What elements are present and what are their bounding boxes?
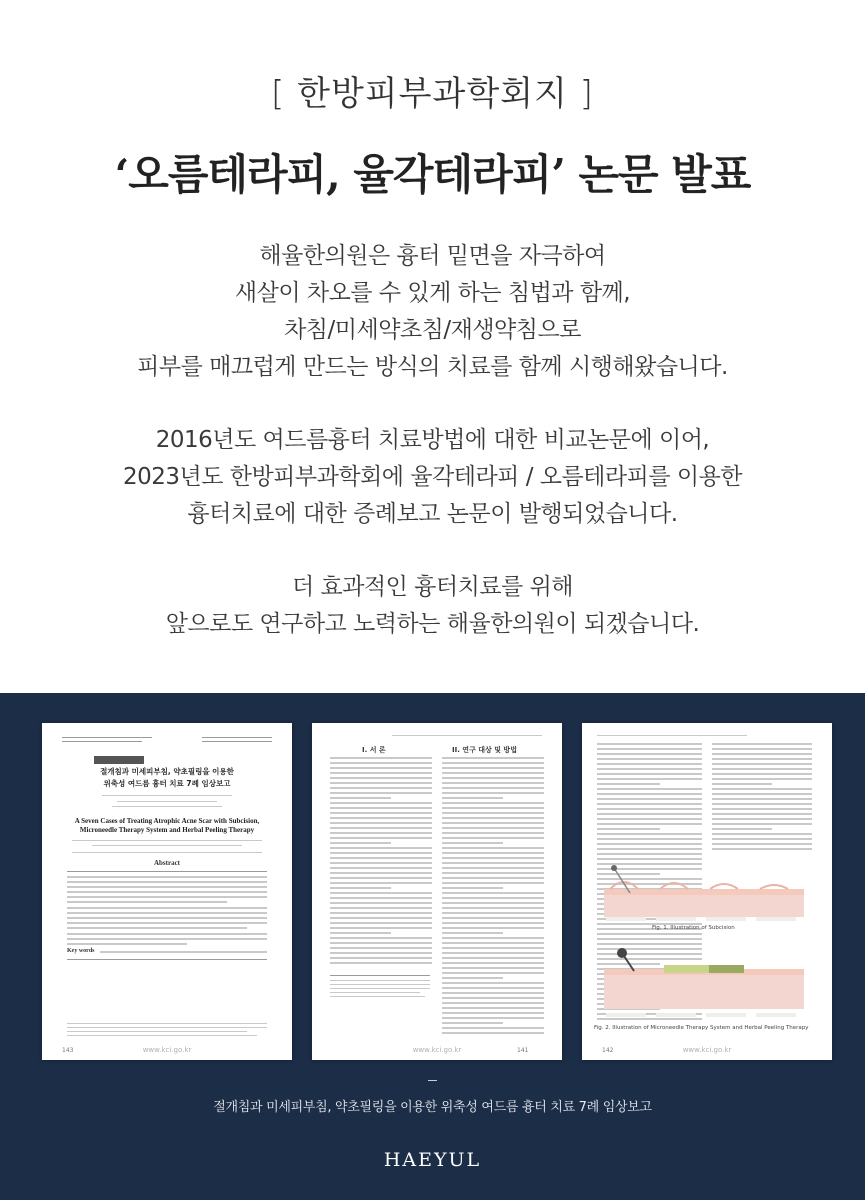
case-report-badge: [94, 756, 144, 764]
body-text-line: [330, 857, 432, 859]
body-text-line: [712, 823, 812, 825]
body-text-line: [330, 852, 432, 854]
body-text-line: [712, 768, 812, 770]
page-title: ‘오름테라피, 율각테라피’ 논문 발표: [114, 150, 751, 199]
body-text-line: [597, 743, 702, 745]
body-text-line: [442, 882, 544, 884]
abstract-text-line: [67, 943, 187, 945]
body-text-line: [442, 857, 544, 859]
page-number: 141: [517, 1047, 529, 1054]
body-text-line: [712, 843, 812, 845]
kci-watermark: www.kci.go.kr: [142, 1046, 192, 1054]
abstract-heading: Abstract: [153, 859, 181, 867]
abstract-text-line: [67, 933, 267, 935]
body-text-line: [330, 902, 432, 904]
body-text-line: [330, 872, 432, 874]
body-text-line: [712, 813, 812, 815]
body-text-line: [330, 817, 432, 819]
body-text-line: [330, 822, 432, 824]
body-text-line: [442, 862, 544, 864]
body-text-line: [442, 852, 544, 854]
body-text-line: [712, 848, 812, 850]
footnote-line: [67, 1023, 267, 1024]
body-text-line: [442, 827, 544, 829]
body-text-line: [442, 1022, 503, 1024]
body-text-line: [442, 847, 544, 849]
body-text-line: [442, 962, 544, 964]
body-text-line: [442, 1027, 544, 1029]
body-text-line: [597, 848, 702, 850]
body-text-line: [712, 793, 812, 795]
body-text-line: [597, 838, 702, 840]
footnote-line: [330, 992, 420, 993]
body-text-line: [330, 862, 432, 864]
body-text-line: [442, 952, 544, 954]
caption-divider: [428, 1080, 437, 1081]
journal-label: [ 한방피부과학회지 ]: [271, 74, 594, 114]
paper-page-3: [582, 723, 832, 1060]
body-text-line: [597, 798, 702, 800]
rule: [67, 871, 267, 872]
paper-showcase: [0, 693, 865, 1200]
body-text-line: [597, 783, 660, 785]
body-text-line: [442, 817, 544, 819]
body-text-line: [597, 858, 702, 860]
body-text-line: [712, 833, 812, 835]
body-text-line: [442, 832, 544, 834]
body-text-line: [442, 872, 544, 874]
body-text-line: [442, 1002, 544, 1004]
body-text-line: [330, 812, 432, 814]
body-text-line: [330, 782, 432, 784]
body-text-line: [330, 922, 432, 924]
header-text-line: [202, 737, 272, 738]
paper-caption: 절개침과 미세피부침, 약초필링을 이용한 위축성 여드름 흉터 치료 7례 임상보고: [213, 1100, 652, 1115]
abstract-text-line: [67, 896, 267, 898]
body-text-line: [712, 748, 812, 750]
section-heading-introduction: I. 서 론: [362, 746, 386, 754]
body-text-line: [712, 753, 812, 755]
body-text-line: [442, 912, 544, 914]
body-text-line: [597, 933, 702, 935]
body-text-line: [712, 838, 812, 840]
body-text-line: [442, 782, 544, 784]
footnote-line: [330, 984, 430, 985]
body-text-line: [330, 807, 432, 809]
body-text-line: [442, 887, 503, 889]
body-text-line: [442, 797, 503, 799]
body-text-line: [597, 793, 702, 795]
body-text-line: [442, 877, 544, 879]
body-text-line: [442, 772, 544, 774]
body-text-line: [597, 773, 702, 775]
abstract-text-line: [67, 876, 267, 878]
body-text-line: [442, 897, 544, 899]
body-text-line: [712, 763, 812, 765]
body-text-line: [330, 847, 432, 849]
body-text-line: [442, 957, 544, 959]
body-text-line: [712, 783, 772, 785]
body-text-line: [330, 757, 432, 759]
footnote-line: [330, 980, 430, 981]
body-text-line: [597, 823, 702, 825]
body-text-line: [442, 907, 544, 909]
abstract-text-line: [67, 922, 267, 924]
abstract-text-line: [67, 907, 267, 909]
paragraph-line: 2016년도 여드름흉터 치료방법에 대한 비교논문에 이어,: [155, 427, 710, 453]
paper-title-ko-1: 절개침과 미세피부침, 약초필링을 이용한: [100, 767, 234, 776]
footnote-line: [67, 1035, 257, 1036]
body-text-line: [442, 942, 544, 944]
abstract-text-line: [67, 938, 267, 940]
figure-2-caption: Fig. 2. Illustration of Microneedle Therapy System and Herbal Peeling Therapy: [594, 1025, 809, 1031]
paragraph-line: 흉터치료에 대한 증례보고 논문이 발행되었습니다.: [187, 501, 678, 527]
body-text-line: [712, 743, 812, 745]
body-text-line: [597, 763, 702, 765]
body-text-line: [442, 947, 544, 949]
affiliation-line: [112, 806, 222, 807]
body-text-line: [330, 882, 432, 884]
kci-watermark: www.kci.go.kr: [682, 1046, 732, 1054]
body-text-line: [712, 778, 812, 780]
body-text-line: [330, 832, 432, 834]
body-text-line: [597, 828, 660, 830]
figure-1-caption: Fig. 1. Illustration of Subcision: [652, 925, 735, 931]
header-text-line: [597, 735, 747, 736]
body-text-line: [597, 818, 702, 820]
header-text-line: [392, 735, 542, 736]
paragraph-intro: [0, 238, 865, 386]
body-text-line: [330, 912, 432, 914]
paper-page-2: [312, 723, 562, 1060]
body-text-line: [330, 957, 432, 959]
body-text-line: [712, 818, 812, 820]
abstract-text-line: [67, 891, 267, 893]
section-heading-methods: II. 연구 대상 및 방법: [452, 746, 517, 754]
body-text-line: [330, 892, 432, 894]
paragraph-line: 새살이 차오를 수 있게 하는 침법과 함께,: [234, 280, 631, 306]
body-text-line: [712, 803, 812, 805]
body-text-line: [442, 1012, 544, 1014]
body-text-line: [442, 977, 503, 979]
paragraph-line: 차침/미세약초침/재생약침으로: [284, 317, 581, 343]
footnote-line: [330, 996, 425, 997]
body-text-line: [442, 867, 544, 869]
body-text-line: [442, 992, 544, 994]
body-text-line: [597, 853, 702, 855]
paragraph-line: 앞으로도 연구하고 노력하는 해율한의원이 되겠습니다.: [165, 611, 700, 637]
body-text-line: [442, 822, 544, 824]
paragraph-line: 피부를 매끄럽게 만드는 방식의 치료를 함께 시행해왔습니다.: [137, 354, 728, 380]
body-text-line: [442, 792, 544, 794]
body-text-line: [442, 802, 544, 804]
page-number: 143: [62, 1047, 74, 1054]
author-en-line: [92, 845, 242, 846]
affiliation-line: [117, 801, 217, 802]
keywords-label: Key words: [67, 948, 95, 954]
paper-title-en-2: Microneedle Therapy System and Herbal Peeling Therapy: [79, 826, 255, 834]
author-en-line: [72, 840, 262, 841]
body-text-line: [330, 937, 432, 939]
body-text-line: [442, 917, 544, 919]
body-text-line: [442, 837, 544, 839]
body-text-line: [442, 762, 544, 764]
body-text-line: [442, 807, 544, 809]
affiliation-en-line: [72, 852, 262, 853]
header-text-line: [62, 741, 142, 742]
paper-title-ko-2: 위축성 여드름 흉터 치료 7례 임상보고: [103, 779, 231, 788]
body-text-line: [330, 827, 432, 829]
body-text-line: [442, 927, 544, 929]
body-text-line: [330, 927, 432, 929]
abstract-text-line: [67, 917, 267, 919]
body-text-line: [442, 937, 544, 939]
body-text-line: [442, 1032, 544, 1034]
body-text-line: [330, 962, 432, 964]
abstract-text-line: [67, 886, 267, 888]
body-text-line: [442, 842, 503, 844]
body-text-line: [597, 843, 702, 845]
body-text-line: [442, 777, 544, 779]
footnote-line: [67, 1031, 247, 1032]
paragraph-line: 더 효과적인 흉터치료를 위해: [291, 574, 574, 600]
body-text-line: [597, 748, 702, 750]
body-text-line: [330, 917, 432, 919]
rule: [67, 959, 267, 960]
paragraph-closing: [0, 569, 865, 643]
body-text-line: [442, 972, 544, 974]
body-text-line: [597, 833, 702, 835]
body-text-line: [442, 1007, 544, 1009]
header-text-line: [202, 741, 272, 742]
body-text-line: [330, 897, 432, 899]
body-text-line: [442, 922, 544, 924]
body-text-line: [712, 788, 812, 790]
body-text-line: [442, 787, 544, 789]
body-text-line: [330, 907, 432, 909]
abstract-text-line: [67, 901, 227, 903]
body-text-line: [330, 842, 391, 844]
body-text-line: [442, 982, 544, 984]
body-text-line: [330, 867, 432, 869]
rule: [330, 975, 430, 976]
body-text-line: [597, 808, 702, 810]
body-text-line: [712, 808, 812, 810]
body-text-line: [442, 967, 544, 969]
body-text-line: [330, 947, 432, 949]
body-text-line: [330, 942, 432, 944]
body-text-line: [712, 773, 812, 775]
body-text-line: [597, 758, 702, 760]
microneedle-illustration: [604, 943, 804, 1023]
body-text-line: [597, 753, 702, 755]
body-text-line: [330, 787, 432, 789]
body-text-line: [330, 837, 432, 839]
paragraph-line: 해율한의원은 흉터 밑면을 자극하여: [259, 243, 606, 269]
header-text-line: [62, 737, 152, 738]
body-text-line: [712, 758, 812, 760]
kci-watermark: www.kci.go.kr: [412, 1046, 462, 1054]
body-text-line: [442, 932, 503, 934]
body-text-line: [330, 802, 432, 804]
body-text-line: [330, 767, 432, 769]
body-text-line: [712, 798, 812, 800]
body-text-line: [597, 768, 702, 770]
abstract-text-line: [67, 881, 267, 883]
body-text-line: [442, 902, 544, 904]
body-text-line: [330, 932, 391, 934]
body-text-line: [442, 892, 544, 894]
body-text-line: [597, 813, 702, 815]
brand-logo: HAEYUL: [383, 1149, 482, 1171]
body-text-line: [442, 997, 544, 999]
paper-page-1: [42, 723, 292, 1060]
body-text-line: [442, 812, 544, 814]
body-text-line: [330, 777, 432, 779]
paragraph-line: 2023년도 한방피부과학회에 율각테라피 / 오름테라피를 이용한: [122, 464, 743, 490]
body-text-line: [330, 772, 432, 774]
subcision-illustration: [604, 863, 804, 923]
author-line: [102, 795, 232, 796]
body-text-line: [330, 797, 391, 799]
page-number: 142: [602, 1047, 614, 1054]
body-text-line: [330, 792, 432, 794]
body-text-line: [330, 887, 391, 889]
paragraph-publication: [0, 422, 865, 533]
body-text-line: [330, 877, 432, 879]
body-text-line: [330, 952, 432, 954]
body-text-line: [712, 828, 772, 830]
body-text-line: [442, 1017, 544, 1019]
abstract-text-line: [67, 927, 247, 929]
keywords-text-line: [100, 951, 267, 953]
body-text-line: [442, 987, 544, 989]
body-text-line: [597, 788, 702, 790]
body-text-line: [330, 762, 432, 764]
body-text-line: [597, 778, 702, 780]
body-text-line: [442, 757, 544, 759]
abstract-text-line: [67, 912, 267, 914]
body-text-line: [442, 767, 544, 769]
footnote-line: [330, 988, 430, 989]
body-text-line: [597, 803, 702, 805]
paper-title-en-1: A Seven Cases of Treating Atrophic Acne Scar with Subcision,: [74, 817, 260, 825]
footnote-line: [67, 1027, 267, 1028]
body-text-line: [597, 938, 702, 940]
